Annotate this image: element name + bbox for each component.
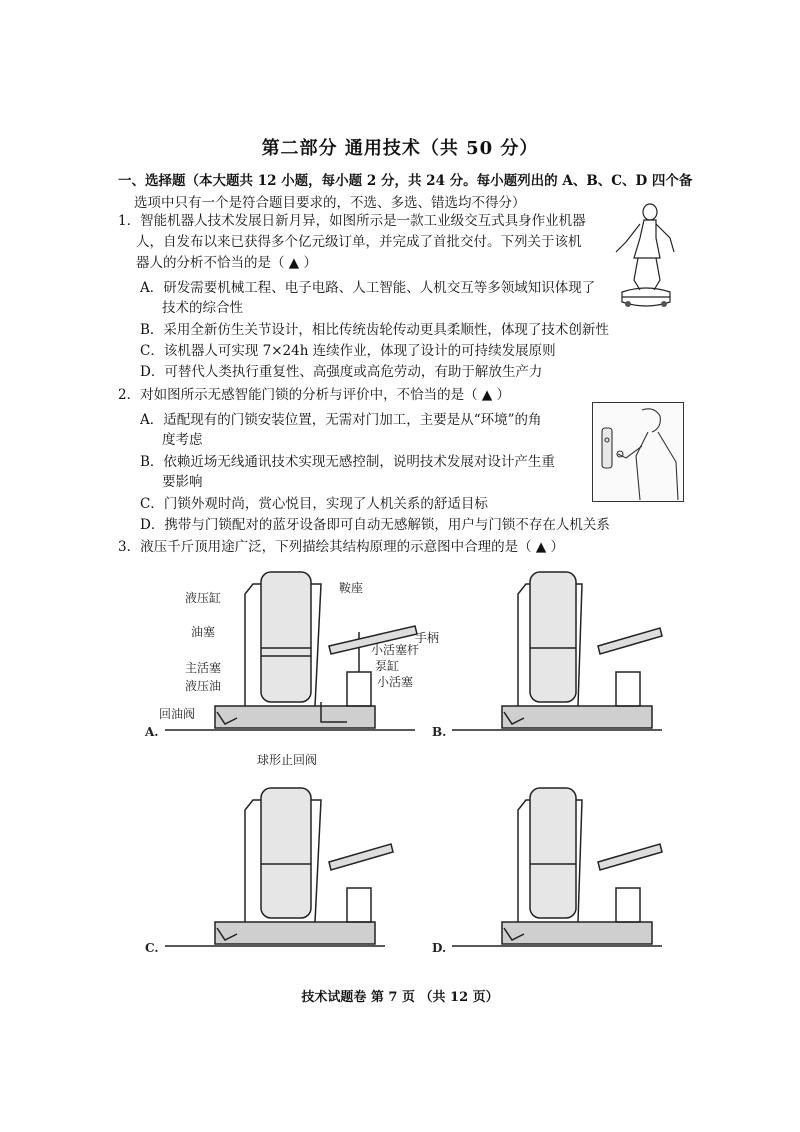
jack-diagram-c xyxy=(145,780,395,960)
label-check-valve: 球形止回阀 xyxy=(257,753,318,767)
q1-option-c: C．该机器人可实现 7×24h 连续作业，体现了设计的可持续发展原则 xyxy=(140,343,556,359)
option-a-label: A. xyxy=(145,725,159,739)
jack-diagram-b xyxy=(432,562,672,752)
jack-diagram-a xyxy=(145,562,440,772)
label-oil: 液压油 xyxy=(185,679,222,693)
section-desc-line2: 选项中只有一个是符合题目要求的，不选、多选、错选均不得分） xyxy=(134,195,526,211)
q2-stem: 2．对如图所示无感智能门锁的分析与评价中，不恰当的是（ ▲ ） xyxy=(118,387,511,403)
smart-lock-figure xyxy=(592,402,684,502)
label-plug: 油塞 xyxy=(191,625,216,639)
q2-option-b-line1: B．依赖近场无线通讯技术实现无感控制，说明技术发展对设计产生重 xyxy=(140,454,555,470)
section-heading-label: 一、选择题 xyxy=(118,173,186,189)
label-piston: 主活塞 xyxy=(185,661,222,675)
option-b-label: B. xyxy=(432,725,447,739)
q1-option-d: D．可替代人类执行重复性、高强度或高危劳动，有助于解放生产力 xyxy=(140,364,543,380)
q1-stem-line1: 1．智能机器人技术发展日新月异，如图所示是一款工业级交互式具身作业机器 xyxy=(118,213,586,229)
label-cylinder: 液压缸 xyxy=(185,591,222,605)
q1-option-a-line2: 技术的综合性 xyxy=(162,300,243,316)
q2-option-b-line2: 要影响 xyxy=(162,474,203,490)
jack-diagram-d xyxy=(432,780,672,960)
option-c-label: C. xyxy=(145,941,159,955)
q1-stem-line3: 器人的分析不恰当的是（ ▲ ） xyxy=(136,255,317,271)
q1-option-b: B．采用全新仿生关节设计，相比传统齿轮传动更具柔顺性，体现了技术创新性 xyxy=(140,322,609,338)
label-handle: 手柄 xyxy=(415,631,440,645)
label-seat: 鞍座 xyxy=(339,581,364,595)
label-pump: 泵缸 xyxy=(375,659,400,673)
option-d-label: D. xyxy=(432,941,447,955)
q3-stem: 3．液压千斤顶用途广泛，下列描绘其结构原理的示意图中合理的是（ ▲ ） xyxy=(118,539,565,555)
label-small-piston: 小活塞 xyxy=(377,675,414,689)
page-title: 第二部分 通用技术（共 50 分） xyxy=(261,138,539,159)
q2-option-a-line1: A．适配现有的门锁安装位置，无需对门加工，主要是从“环境”的角 xyxy=(140,412,542,428)
robot-figure xyxy=(604,198,688,316)
q2-option-c: C．门锁外观时尚，赏心悦目，实现了人机关系的舒适目标 xyxy=(140,496,488,512)
section-desc-line1: （本大题共 12 小题，每小题 2 分，共 24 分。每小题列出的 A、B、C、D 四个备 xyxy=(185,173,693,189)
q1-option-a-line1: A．研发需要机械工程、电子电路、人工智能、人机交互等多领域知识体现了 xyxy=(140,280,596,296)
q1-stem-line2: 人，自发布以来已获得多个亿元级订单，并完成了首批交付。下列关于该机 xyxy=(136,234,582,250)
label-small-rod: 小活塞杆 xyxy=(371,643,420,657)
page-footer: 技术试题卷 第 7 页 （共 12 页） xyxy=(301,990,499,1005)
q2-option-a-line2: 度考虑 xyxy=(162,432,203,448)
label-valve: 回油阀 xyxy=(159,707,196,721)
q2-option-d: D．携带与门锁配对的蓝牙设备即可自动无感解锁，用户与门锁不存在人机关系 xyxy=(140,517,610,533)
